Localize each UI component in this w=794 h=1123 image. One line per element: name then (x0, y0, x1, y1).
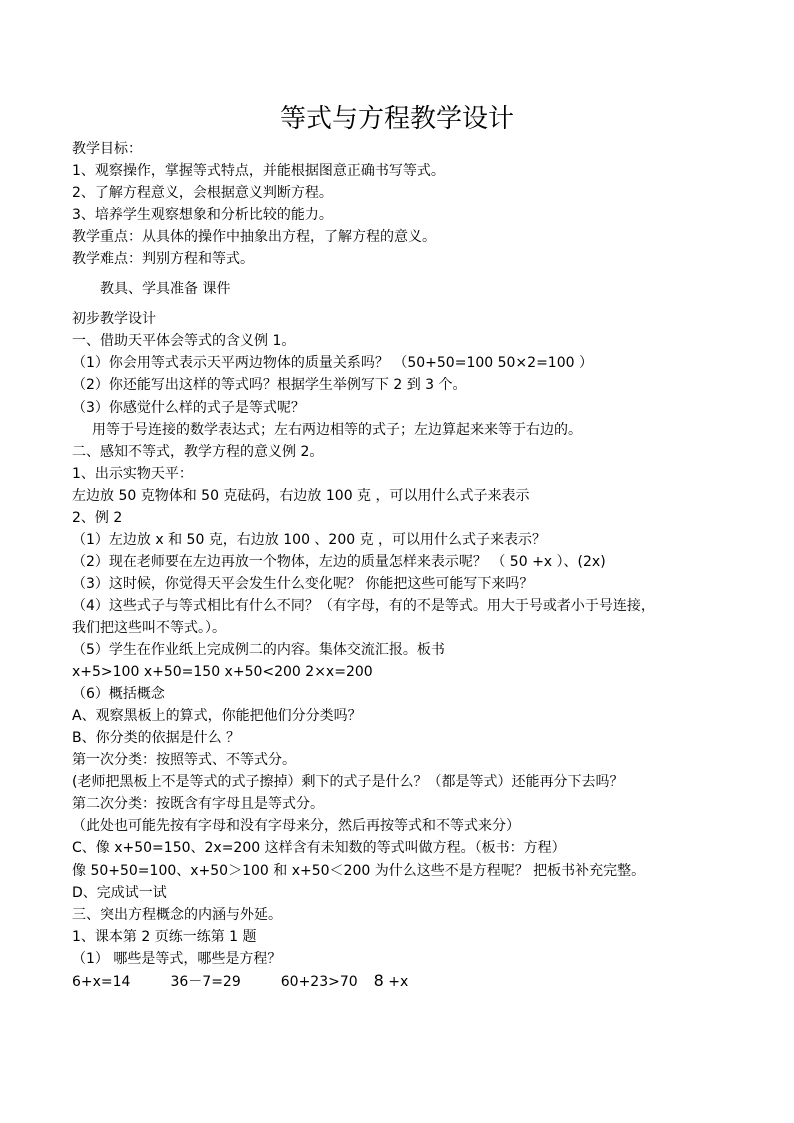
text-line: 教具、学具准备 课件 (100, 281, 231, 298)
text-line: C、像 x+50=150、2x=200 这样含有未知数的等式叫做方程。（板书：方程） (72, 840, 566, 857)
text-line: （3）你感觉什么样的式子是等式呢？ (72, 399, 305, 416)
text-line: 教学难点：判别方程和等式。 (72, 251, 254, 268)
equation-line (72, 970, 772, 992)
text-line: 1、课本第 2 页练一练第 1 题 (72, 928, 257, 945)
equation-item: +x (383, 973, 409, 990)
equation-item: 60+23>70 (280, 973, 358, 990)
text-line: 我们把这些叫不等式。）。 (72, 619, 226, 636)
text-line: 2、了解方程意义，会根据意义判断方程。 (72, 185, 333, 202)
text-line: （5）学生在作业纸上完成例二的内容。集体交流汇报。板书 (72, 642, 445, 659)
text-line: A、观察黑板上的算式，你能把他们分分类吗？ (72, 708, 362, 725)
equation-item: 36－7=29 (170, 973, 241, 990)
equation-item: 6+x=14 (72, 973, 131, 990)
text-line: 用等于号连接的数学表达式；左右两边相等的式子；左边算起来来等于右边的。 (92, 421, 582, 438)
text-line: 三、突出方程概念的内涵与外延。 (72, 906, 282, 923)
text-line: 教学目标： (72, 141, 142, 157)
text-line: (老师把黑板上不是等式的式子擦掉）剩下的式子是什么？（都是等式）还能再分下去吗？ (72, 774, 624, 791)
equation-item: 8 (373, 970, 384, 990)
text-line: （3）这时候，你觉得天平会发生什么变化呢？ 你能把这些可能写下来吗？ (72, 575, 534, 592)
text-line: 1、出示实物天平： (72, 465, 193, 482)
text-line: 第一次分类：按照等式、不等式分。 (72, 752, 296, 769)
text-line: 3、培养学生观察想象和分析比较的能力。 (72, 207, 333, 224)
text-line: （6）概括概念 (72, 686, 165, 703)
text-line: （2）你还能写出这样的等式吗？根据学生举例写下 2 到 3 个。 (72, 377, 467, 394)
text-line: B、你分类的依据是什么 ？ (72, 730, 241, 747)
text-line: 二、感知不等式，教学方程的意义例 2。 (72, 443, 324, 460)
text-line: （此处也可能先按有字母和没有字母来分，然后再按等式和不等式来分） (72, 818, 520, 835)
document-title: 等式与方程教学设计 (279, 104, 514, 134)
text-line: D、完成试一试 (72, 884, 167, 901)
text-line: （1） 哪些是等式，哪些是方程？ (72, 950, 282, 967)
text-line: 1、观察操作，掌握等式特点，并能根据图意正确书写等式。 (72, 163, 445, 180)
text-line: （1）左边放 x 和 50 克，右边放 100 、200 克 ，可以用什么式子来表示？ (72, 531, 547, 548)
text-line: 第二次分类：按既含有字母且是等式分。 (72, 796, 324, 813)
text-line: 教学重点：从具体的操作中抽象出方程，了解方程的意义。 (72, 229, 436, 246)
text-line: 初步教学设计 (72, 311, 156, 328)
text-line: （1）你会用等式表示天平两边物体的质量关系吗？ （50+50=100 50×2=100 ） (72, 355, 593, 372)
text-line: （2）现在老师要在左边再放一个物体，左边的质量怎样来表示呢？ （ 50 +x ）、(2x) (72, 553, 606, 570)
text-line: （4）这些式子与等式相比有什么不同？（有字母，有的不是等式。用大于号或者小于号连接， (72, 597, 655, 614)
text-line: 一、借助天平体会等式的含义例 1。 (72, 333, 296, 350)
text-line: 2、例 2 (72, 509, 123, 526)
text-line: 左边放 50 克物体和 50 克砝码，右边放 100 克 ，可以用什么式子来表示 (72, 487, 530, 504)
document-body (72, 138, 772, 992)
text-line: 像 50+50=100、x+50＞100 和 x+50＜200 为什么这些不是方程呢？ 把板书补充完整。 (72, 862, 646, 879)
text-line: x+5>100 x+50=150 x+50<200 2×x=200 (72, 664, 373, 681)
